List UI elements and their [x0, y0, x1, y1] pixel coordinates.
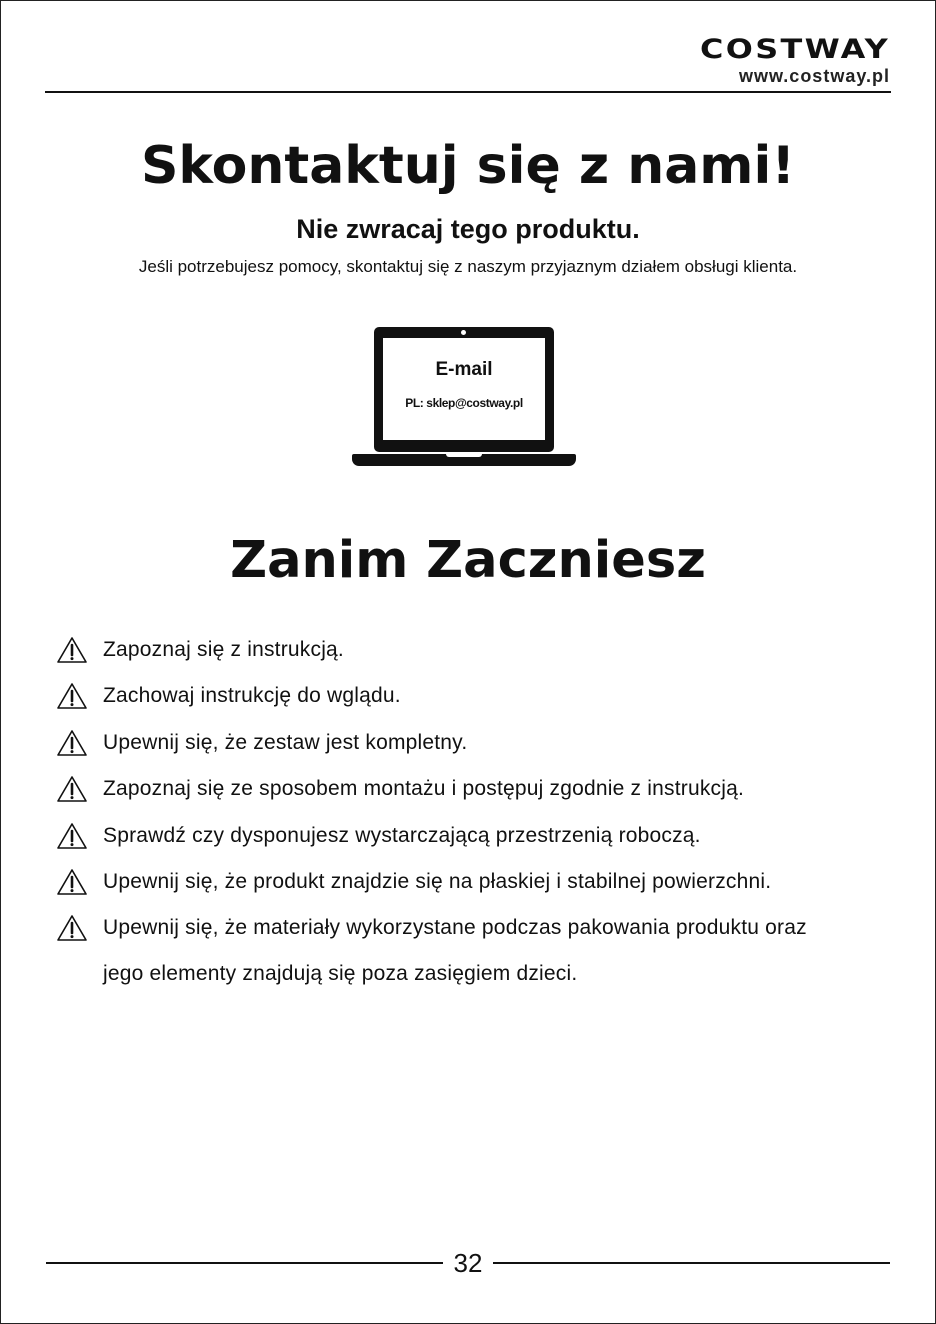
warning-text: Zapoznaj się z instrukcją. — [103, 638, 344, 661]
header-divider — [45, 91, 891, 93]
laptop-screen — [374, 327, 554, 452]
warning-item — [56, 818, 906, 864]
footer-divider-right — [493, 1262, 890, 1264]
contact-help-text: Jeśli potrzebujesz pomocy, skontaktuj się z naszym przyjaznym działem obsługi klienta. — [138, 257, 798, 276]
warning-item — [56, 725, 906, 771]
warning-text: Zapoznaj się ze sposobem montażu i postępuj zgodnie z instrukcją. — [103, 777, 745, 801]
warning-text: Upewnij się, że zestaw jest kompletny. — [103, 730, 468, 754]
warning-triangle-icon — [56, 682, 88, 710]
warning-item — [56, 910, 906, 992]
contact-title: Skontaktuj się z nami! — [140, 136, 796, 196]
warning-triangle-icon — [56, 775, 88, 803]
laptop-camera — [461, 330, 466, 335]
warning-list — [56, 632, 906, 992]
warning-item — [56, 678, 906, 724]
page-number: 32 — [453, 1248, 483, 1278]
warning-item — [56, 864, 906, 910]
warning-text: Upewnij się, że produkt znajdzie się na płaskiej i stabilnej powierzchni. — [103, 869, 772, 893]
warning-text-continuation: jego elementy znajdują się poza zasięgiem dzieci. — [103, 962, 578, 986]
brand-logo: COSTWAY — [699, 34, 890, 65]
laptop-display — [383, 338, 545, 440]
warning-text: Zachowaj instrukcję do wglądu. — [103, 684, 401, 708]
warning-text: Sprawdź czy dysponujesz wystarczającą przestrzenią roboczą. — [103, 823, 701, 847]
before-title: Zanim Zaczniesz — [230, 531, 706, 590]
brand-block — [699, 34, 890, 87]
warning-item — [56, 771, 906, 817]
warning-triangle-icon — [56, 868, 88, 896]
footer-divider-left — [46, 1262, 443, 1264]
warning-triangle-icon — [56, 914, 88, 942]
contact-subtitle: Nie zwracaj tego produktu. — [296, 214, 640, 244]
warning-text: Upewnij się, że materiały wykorzystane podczas pakowania produktu oraz — [103, 916, 807, 940]
warning-triangle-icon — [56, 822, 88, 850]
laptop-base — [352, 454, 576, 466]
warning-triangle-icon — [56, 636, 88, 664]
warning-triangle-icon — [56, 729, 88, 757]
laptop-notch — [446, 454, 482, 457]
email-address: PL: sklep@costway.pl — [405, 396, 523, 410]
warning-item — [56, 632, 906, 678]
email-label: E-mail — [435, 359, 493, 380]
brand-url: www.costway.pl — [738, 66, 890, 86]
laptop-icon — [352, 327, 576, 469]
